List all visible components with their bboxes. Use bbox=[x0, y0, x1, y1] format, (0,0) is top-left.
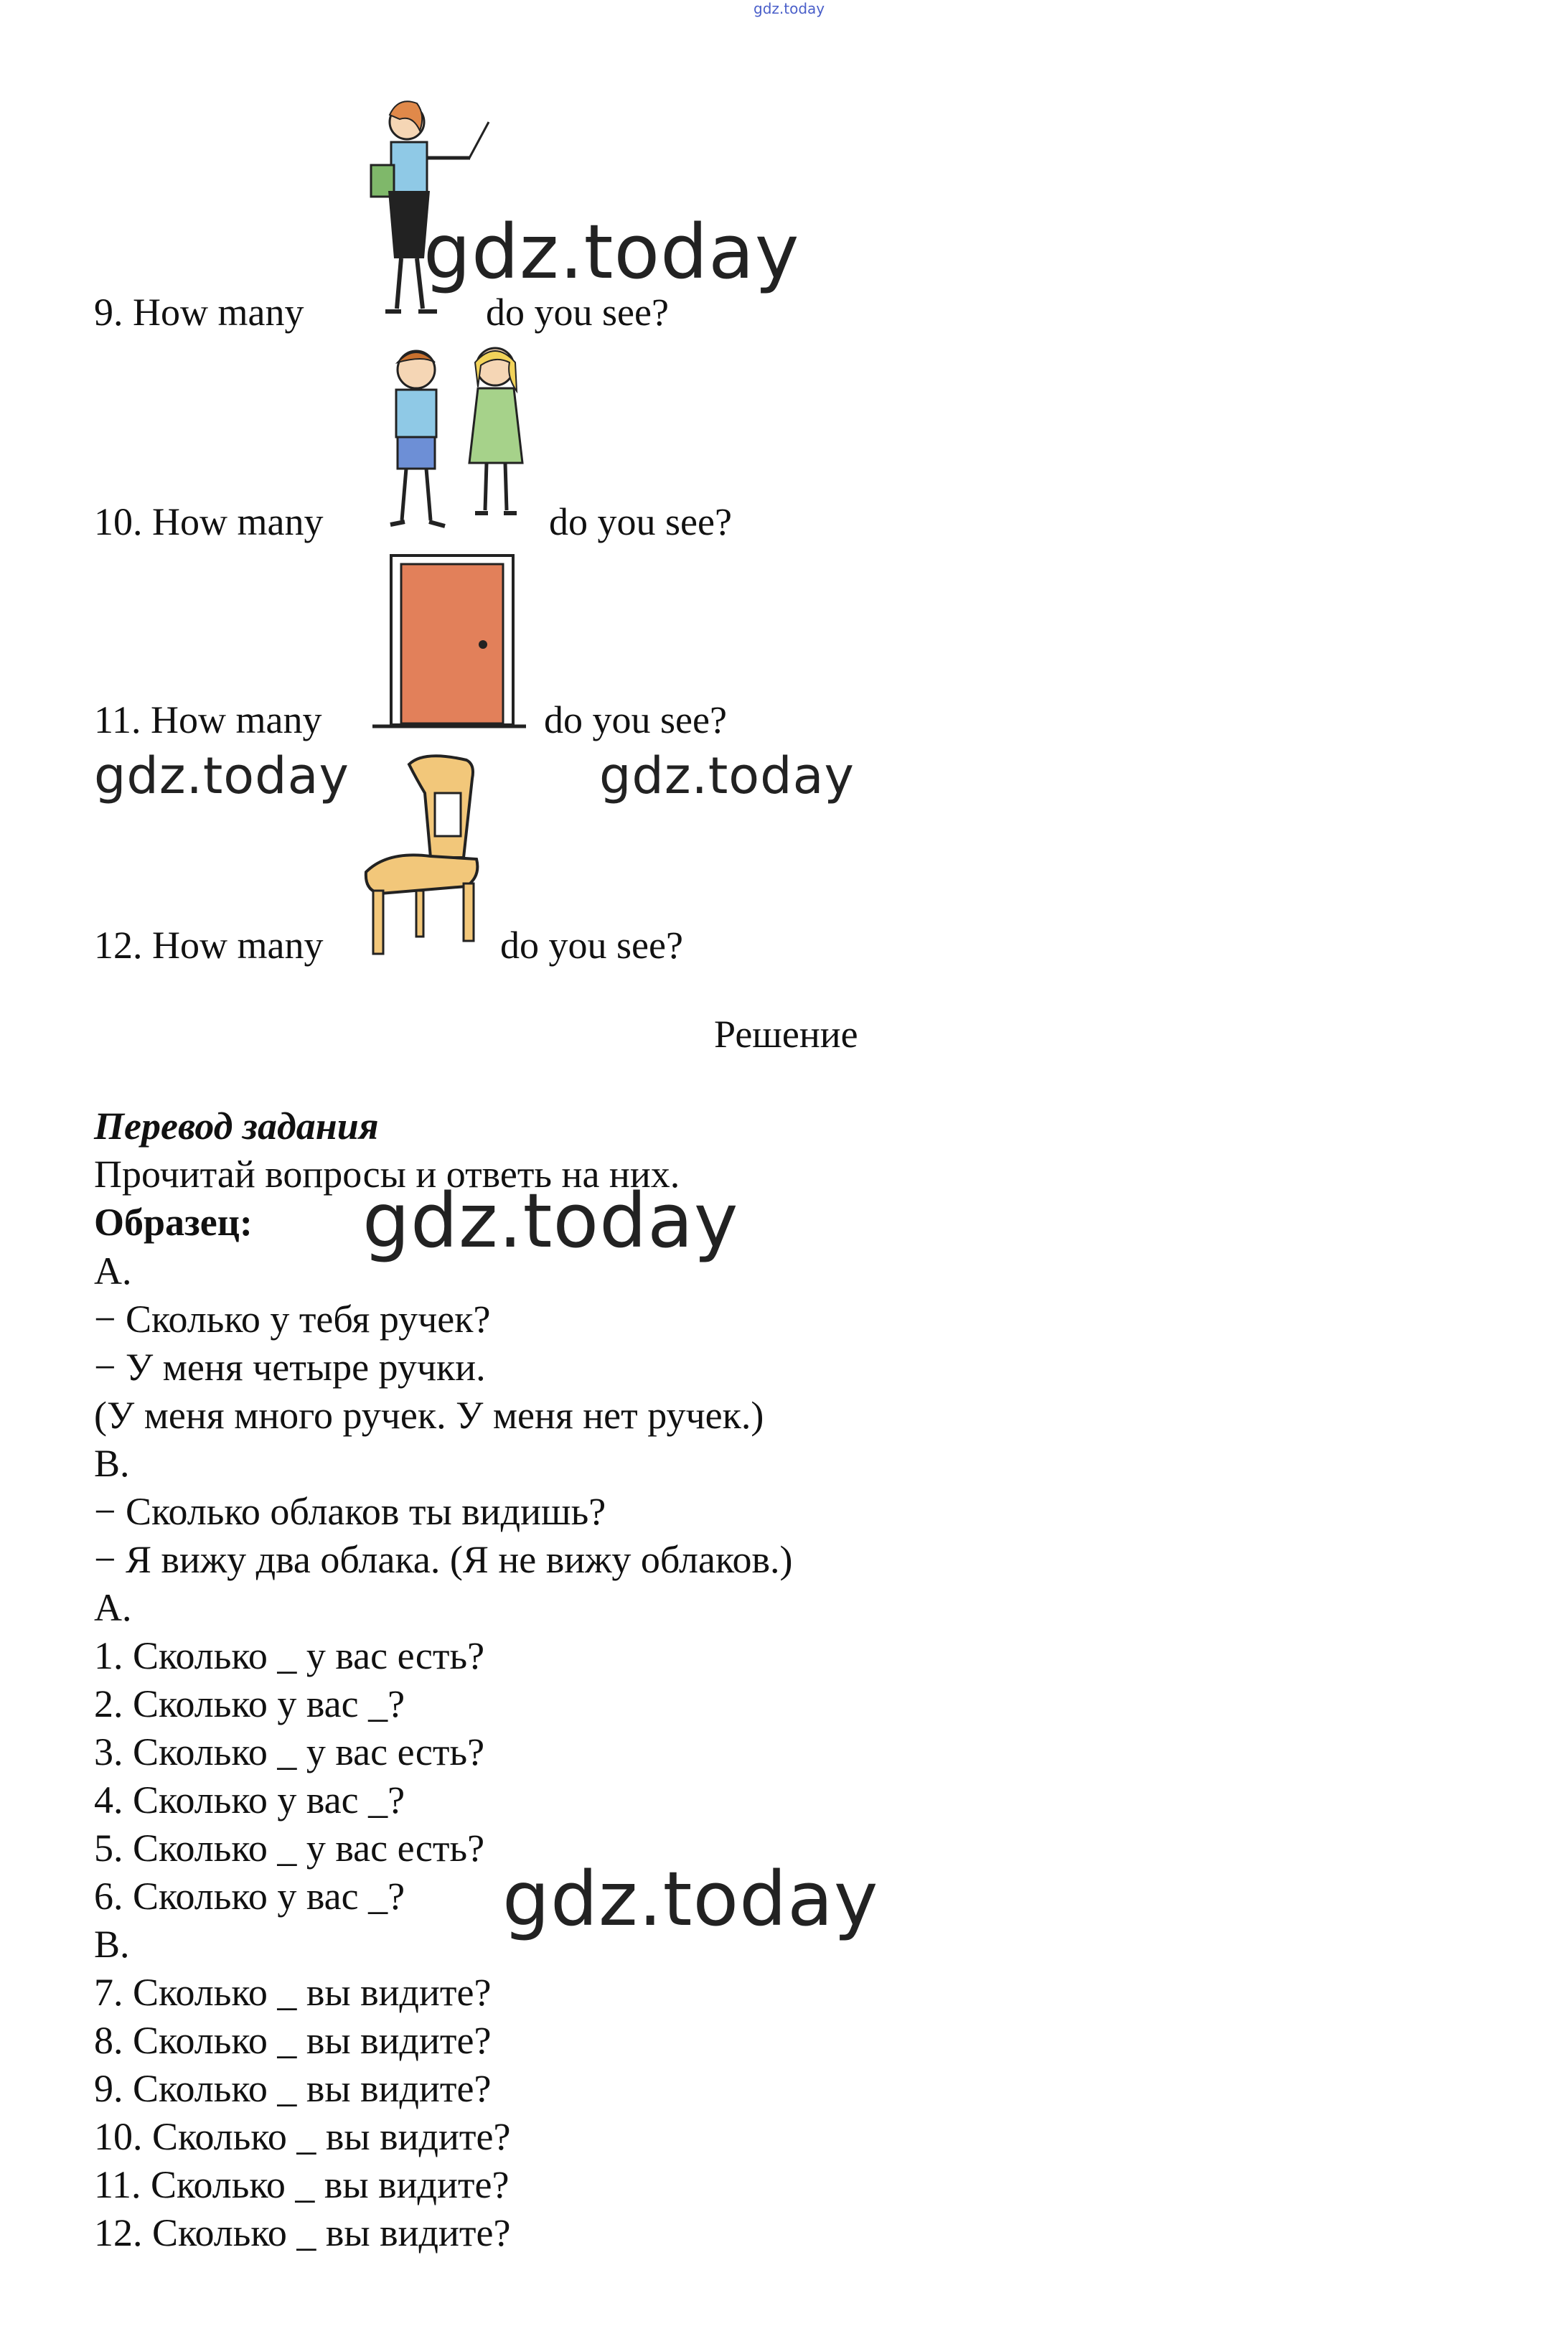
question-12-end: do you see? bbox=[500, 924, 683, 967]
watermark: gdz.today bbox=[362, 1177, 739, 1265]
translation-line: 9. Сколько _ вы видите? bbox=[94, 2067, 492, 2110]
translation-line: 1. Сколько _ у вас есть? bbox=[94, 1634, 485, 1677]
translation-line: 8. Сколько _ вы видите? bbox=[94, 2019, 492, 2062]
question-number: 11. bbox=[94, 698, 141, 741]
translation-line: (У меня много ручек. У меня нет ручек.) bbox=[94, 1394, 764, 1437]
translation-line: 11. Сколько _ вы видите? bbox=[94, 2163, 510, 2206]
translation-line: − У меня четыре ручки. bbox=[94, 1346, 486, 1389]
header-tag: gdz.today bbox=[754, 0, 825, 17]
question-number: 10. bbox=[94, 500, 143, 543]
solution-heading: Решение bbox=[714, 1013, 858, 1056]
translation-line: A. bbox=[94, 1586, 132, 1629]
question-11-end: do you see? bbox=[544, 698, 727, 741]
translation-line: 2. Сколько у вас _? bbox=[94, 1682, 405, 1725]
translation-line: 4. Сколько у вас _? bbox=[94, 1778, 405, 1822]
watermark: gdz.today bbox=[423, 208, 800, 296]
translation-line: B. bbox=[94, 1923, 130, 1966]
question-text-start: How many bbox=[152, 500, 324, 543]
question-number: 12. bbox=[94, 924, 143, 967]
door-icon bbox=[370, 553, 527, 732]
translation-instruction: Прочитай вопросы и ответь на них. bbox=[94, 1153, 680, 1196]
chair-icon bbox=[359, 750, 488, 958]
question-text-start: How many bbox=[152, 924, 324, 967]
translation-line: − Сколько у тебя ручек? bbox=[94, 1298, 491, 1341]
translation-line: B. bbox=[94, 1442, 130, 1485]
question-text-start: How many bbox=[133, 291, 304, 334]
translation-line: 6. Сколько у вас _? bbox=[94, 1875, 405, 1918]
question-number: 9. bbox=[94, 291, 123, 334]
translation-line: 10. Сколько _ вы видите? bbox=[94, 2115, 511, 2158]
translation-line: − Я вижу два облака. (Я не вижу облаков.) bbox=[94, 1538, 793, 1581]
translation-line: − Сколько облаков ты видишь? bbox=[94, 1490, 606, 1533]
watermark: gdz.today bbox=[502, 1855, 879, 1943]
children-icon bbox=[373, 341, 545, 535]
translation-line: 12. Сколько _ вы видите? bbox=[94, 2211, 511, 2254]
question-9 bbox=[94, 290, 304, 334]
translation-line: 7. Сколько _ вы видите? bbox=[94, 1971, 492, 2014]
question-11 bbox=[94, 698, 321, 742]
translation-line: 5. Сколько _ у вас есть? bbox=[94, 1827, 485, 1870]
translation-line: A. bbox=[94, 1250, 132, 1293]
question-10 bbox=[94, 500, 323, 544]
question-10-end: do you see? bbox=[549, 500, 732, 543]
translation-line: 3. Сколько _ у вас есть? bbox=[94, 1730, 485, 1773]
question-text-start: How many bbox=[151, 698, 322, 741]
watermark: gdz.today bbox=[599, 746, 855, 805]
sample-label: Образец: bbox=[94, 1201, 253, 1244]
question-12 bbox=[94, 923, 323, 967]
question-9-end: do you see? bbox=[486, 291, 669, 334]
translation-heading: Перевод задания bbox=[94, 1105, 379, 1148]
watermark: gdz.today bbox=[94, 746, 349, 805]
